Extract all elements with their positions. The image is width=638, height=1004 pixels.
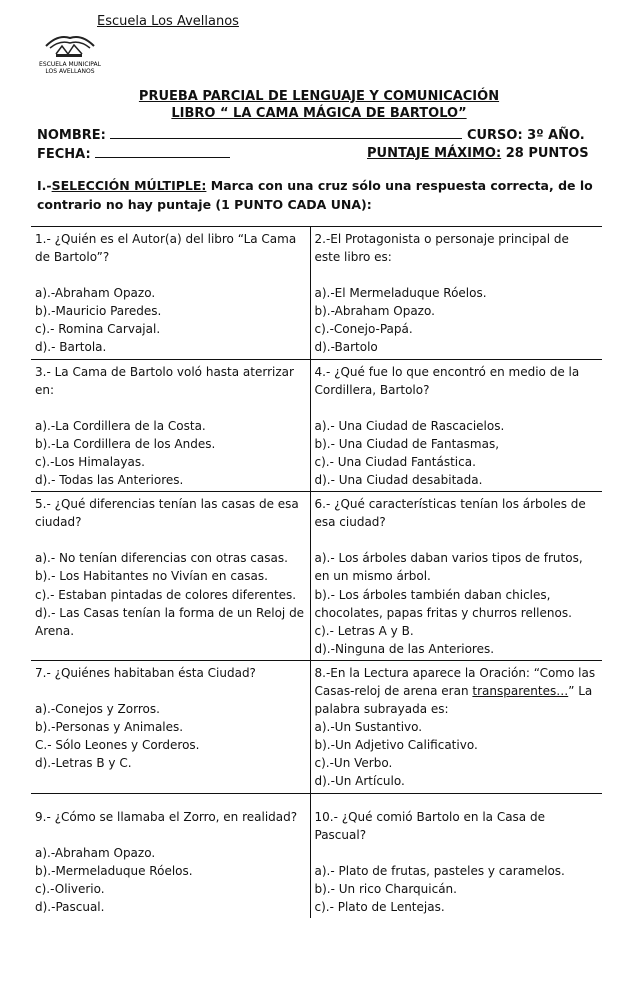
option-b[interactable]: b).-Abraham Opazo. [314, 304, 435, 319]
logo-text-2: LOS AVELLANOS [45, 68, 95, 75]
questions-table [31, 226, 602, 918]
option-b[interactable]: b).- Una Ciudad de Fantasmas, [314, 436, 500, 451]
option-b[interactable]: b).-Personas y Animales. [35, 720, 184, 735]
question-text: 5.- ¿Qué diferencias tenían las casas de esa ciudad? [35, 497, 299, 530]
option-a[interactable]: a).-Un Sustantivo. [314, 720, 423, 735]
question-text: 10.- ¿Qué comió Bartolo en la Casa de Pascual? [314, 809, 545, 842]
name-line[interactable] [110, 127, 462, 139]
option-a[interactable]: a).-Abraham Opazo. [35, 845, 156, 860]
option-d[interactable]: d).- Una Ciudad desabitada. [314, 473, 483, 488]
underlined-word: transparentes… [472, 683, 569, 698]
question-text: 3.- La Cama de Bartolo voló hasta aterrizar en: [35, 364, 294, 397]
option-c[interactable]: c).- Estaban pintadas de colores diferentes. [35, 587, 297, 602]
option-c[interactable]: c).- Plato de Lentejas. [314, 899, 445, 914]
question-text: 4.- ¿Qué fue lo que encontró en medio de la Cordillera, Bartolo? [314, 364, 580, 397]
option-c[interactable]: C.- Sólo Leones y Corderos. [35, 738, 200, 753]
option-b[interactable]: b).- Los Habitantes no Vivían en casas. [35, 569, 268, 584]
option-d[interactable]: d).- Todas las Anteriores. [35, 473, 184, 488]
option-d[interactable]: d).-Un Artículo. [314, 774, 405, 789]
option-d[interactable]: d).-Ninguna de las Anteriores. [314, 641, 495, 656]
school-logo [38, 32, 102, 84]
course-label: CURSO: 3º AÑO. [466, 128, 585, 143]
question-text-part1: 8.-En la Lectura aparece la Oración: “Como las Casas-reloj de arena eran [314, 665, 596, 698]
question-text: 9.- ¿Cómo se llamaba el Zorro, en realidad? [35, 809, 298, 824]
max-score-label: PUNTAJE MÁXIMO: [367, 146, 502, 161]
option-d[interactable]: d).-Letras B y C. [35, 756, 132, 771]
question-7 [31, 660, 310, 793]
instructions [37, 176, 601, 214]
option-d[interactable]: d).- Las Casas tenían la forma de un Reloj de Arena. [35, 605, 305, 638]
option-b[interactable]: b).-Un Adjetivo Calificativo. [314, 738, 478, 753]
school-name: Escuela Los Avellanos [97, 14, 239, 29]
date-row [37, 146, 589, 162]
question-6 [310, 492, 602, 661]
name-row [37, 127, 589, 143]
option-c[interactable]: c).- Letras A y B. [314, 623, 414, 638]
date-label: FECHA: [37, 147, 91, 162]
option-c[interactable]: c).- Romina Carvajal. [35, 322, 161, 337]
date-line[interactable] [95, 146, 230, 158]
option-d[interactable]: d).-Bartolo [314, 340, 378, 355]
option-b[interactable]: b).-La Cordillera de los Andes. [35, 436, 216, 451]
option-c[interactable]: c).-Oliverio. [35, 881, 105, 896]
logo-text-1: ESCUELA MUNICIPAL [39, 61, 101, 68]
instructions-text: Marca con una cruz sólo una respuesta correcta, de lo contrario no hay puntaje (1 PUNTO CADA UNA): [37, 178, 593, 212]
section-number: I.- [37, 178, 52, 193]
option-c[interactable]: c).-Un Verbo. [314, 756, 393, 771]
question-text: 2.-El Protagonista o personaje principal de este libro es: [314, 232, 569, 265]
option-c[interactable]: c).-Conejo-Papá. [314, 322, 413, 337]
question-text: 7.- ¿Quiénes habitaban ésta Ciudad? [35, 665, 256, 680]
section-heading: SELECCIÓN MÚLTIPLE: [51, 178, 207, 193]
max-score-value: 28 PUNTOS [505, 146, 589, 161]
question-4 [310, 359, 602, 492]
exam-title: PRUEBA PARCIAL DE LENGUAJE Y COMUNICACIÓN [138, 89, 500, 104]
option-c[interactable]: c).- Una Ciudad Fantástica. [314, 454, 476, 469]
question-2 [310, 227, 602, 360]
question-10 [310, 793, 602, 918]
option-a[interactable]: a).- Una Ciudad de Rascacielos. [314, 418, 505, 433]
question-text-part2: ” La palabra subrayada es: [314, 683, 593, 717]
option-d[interactable]: d).-Pascual. [35, 899, 105, 914]
option-b[interactable]: b).- Un rico Charquicán. [314, 881, 457, 896]
option-a[interactable]: a).-La Cordillera de la Costa. [35, 418, 206, 433]
question-1 [31, 227, 310, 360]
name-label: NOMBRE: [37, 128, 106, 143]
option-a[interactable]: a).- No tenían diferencias con otras casas. [35, 551, 288, 566]
question-8 [310, 660, 602, 793]
option-b[interactable]: b).-Mermeladuque Róelos. [35, 863, 193, 878]
option-a[interactable]: a).-El Mermeladuque Róelos. [314, 286, 487, 301]
question-3 [31, 359, 310, 492]
option-a[interactable]: a).- Los árboles daban varios tipos de frutos, en un mismo árbol. [314, 551, 583, 584]
question-text: 1.- ¿Quién es el Autor(a) del libro “La Cama de Bartolo”? [35, 232, 297, 265]
option-a[interactable]: a).-Abraham Opazo. [35, 286, 156, 301]
option-c[interactable]: c).-Los Himalayas. [35, 454, 145, 469]
option-a[interactable]: a).-Conejos y Zorros. [35, 701, 160, 716]
option-d[interactable]: d).- Bartola. [35, 340, 107, 355]
option-a[interactable]: a).- Plato de frutas, pasteles y caramelos. [314, 863, 565, 878]
question-9 [31, 793, 310, 918]
book-title: LIBRO “ LA CAMA MÁGICA DE BARTOLO” [171, 106, 467, 121]
option-b[interactable]: b).-Mauricio Paredes. [35, 304, 162, 319]
question-5 [31, 492, 310, 661]
question-text: 6.- ¿Qué características tenían los árboles de esa ciudad? [314, 497, 586, 530]
option-b[interactable]: b).- Los árboles también daban chicles, chocolates, papas fritas y churros rellenos. [314, 587, 572, 620]
question-text [315, 664, 599, 718]
